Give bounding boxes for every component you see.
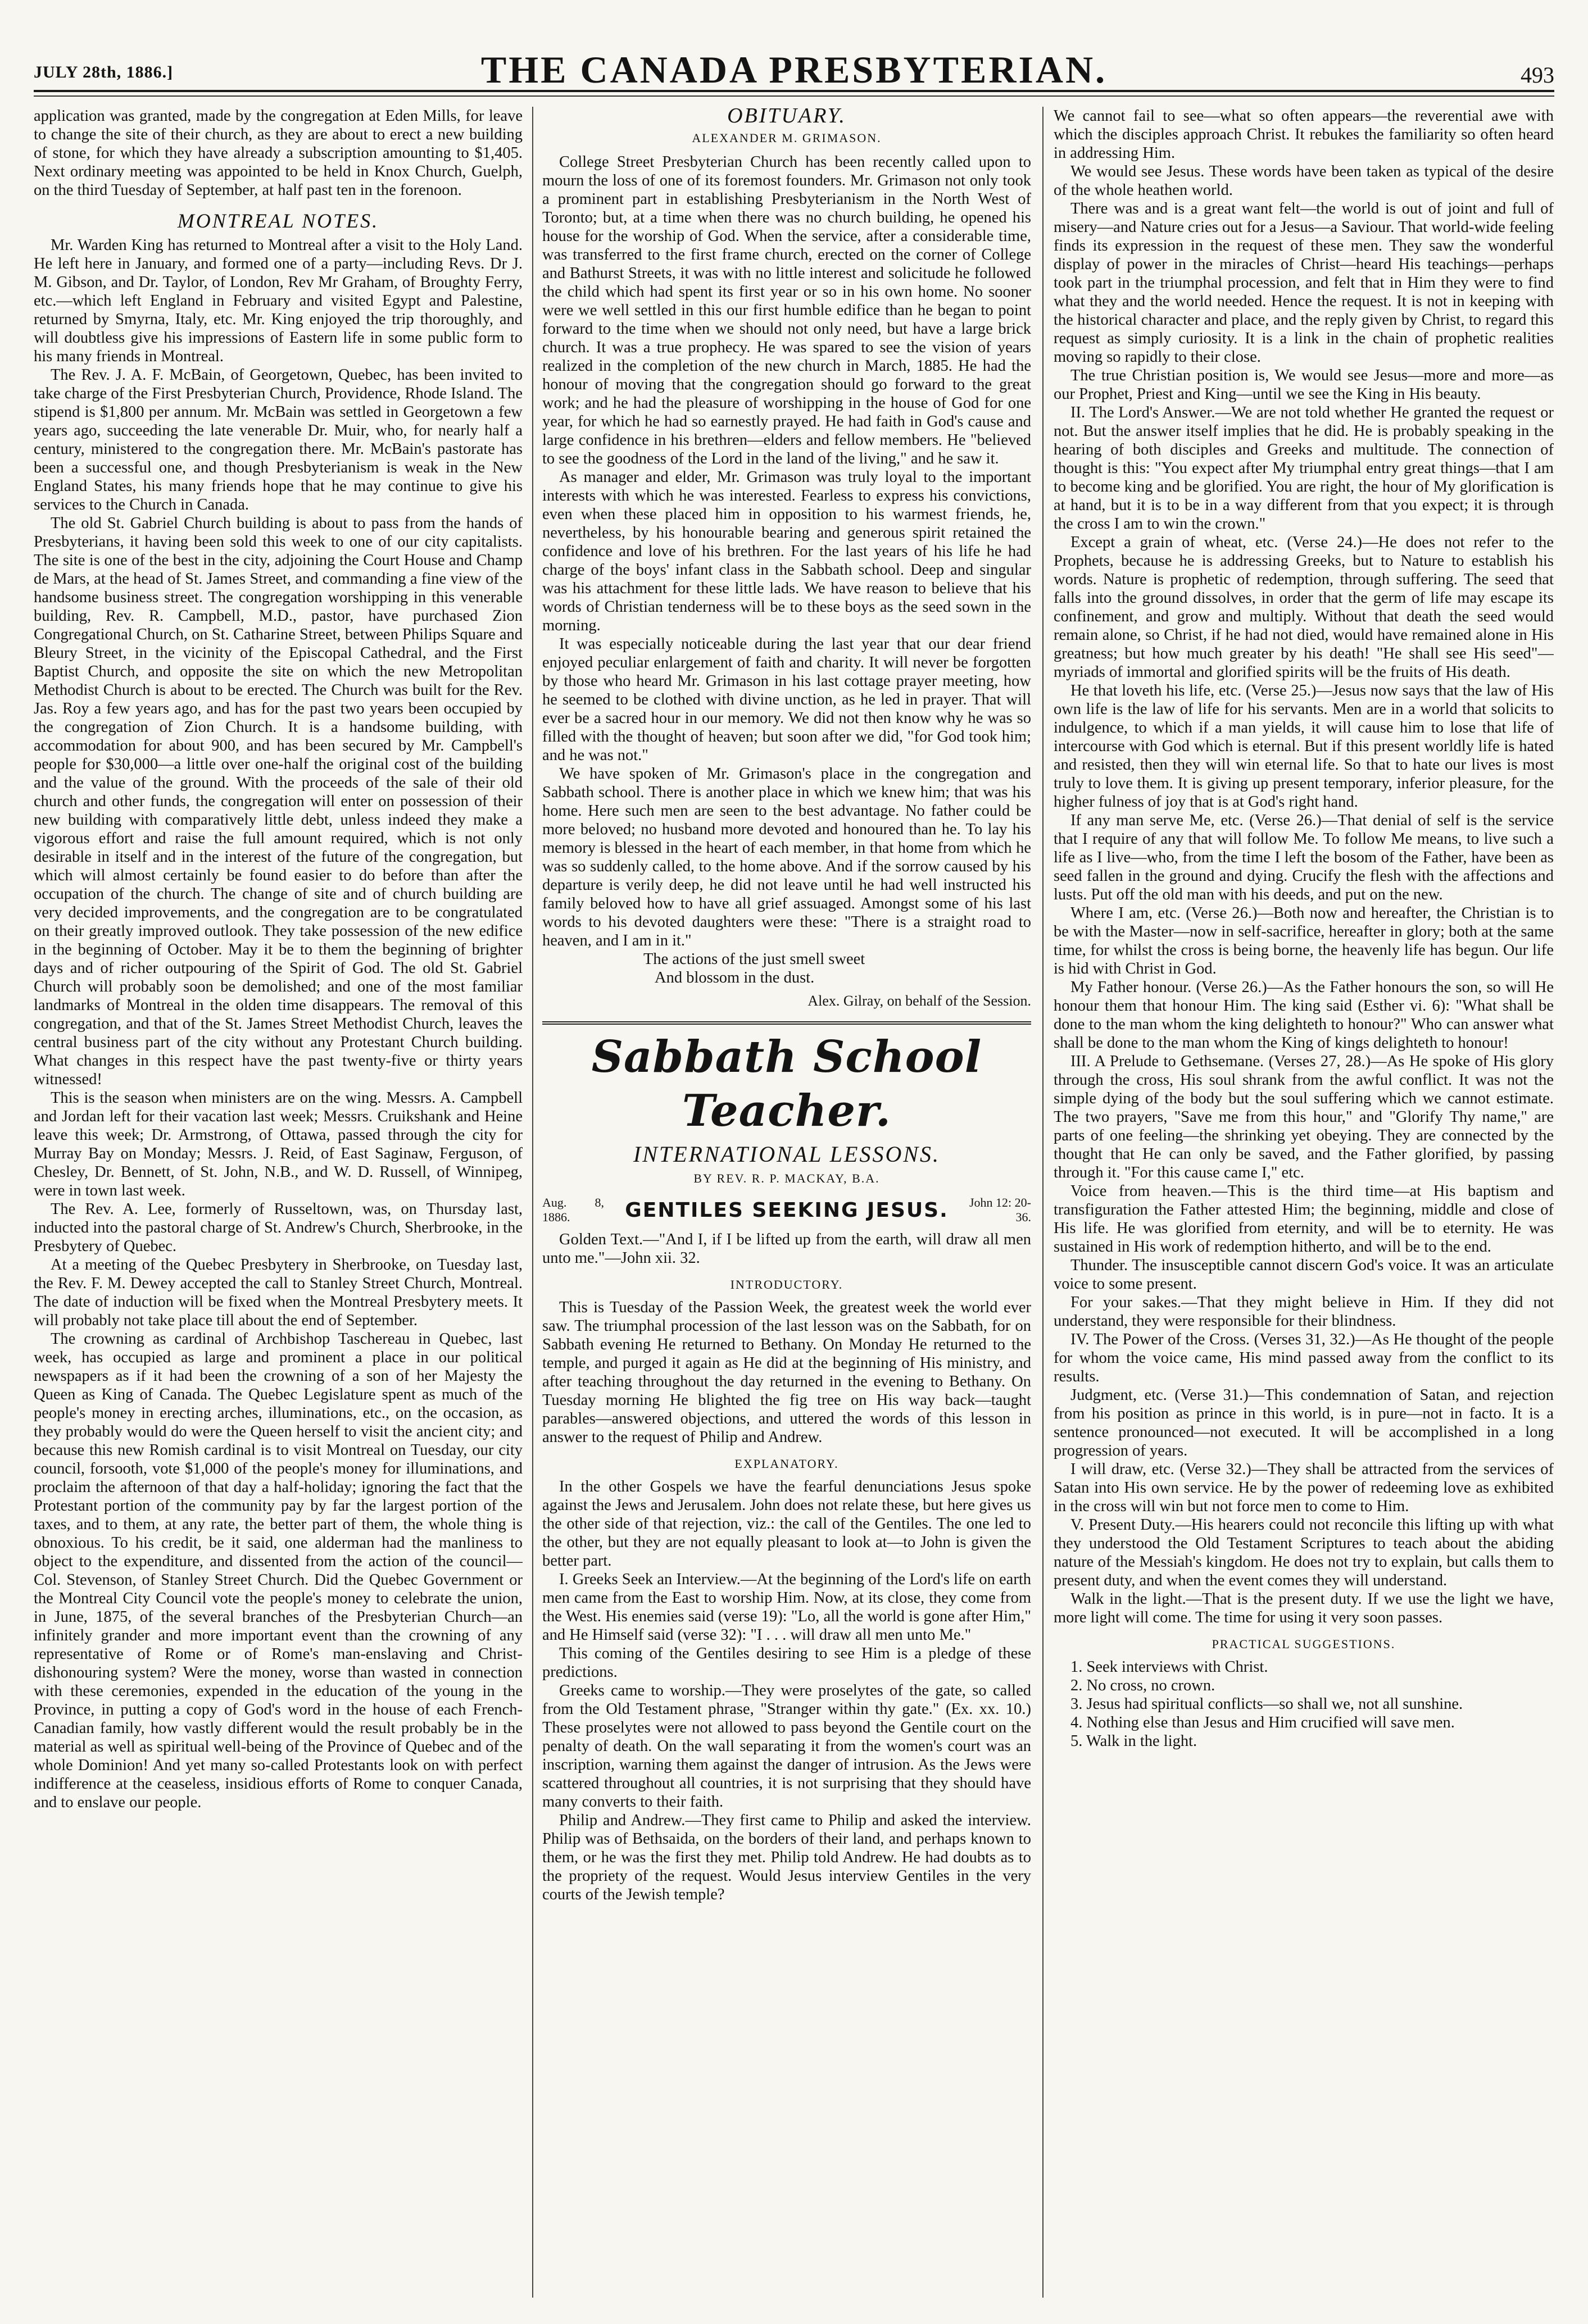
lesson-title-row [542, 1195, 1031, 1225]
paragraph: This is the season when ministers are on the wing. Messrs. A. Campbell and Jordan left for their vacation last week; Messrs. Cruikshank and Heine leave this week; Dr. Armstrong, of Ottawa, passed through the city for Murray Bay on Monday; Messrs. J. Reid, of East Saginaw, Ferguson, of Chesley, Dr. Bennett, of St. John, N.B., and W. D. Russell, of Winnipeg, were in town last week. [34, 1089, 523, 1199]
paragraph: II. The Lord's Answer.—We are not told whether He granted the request or not. But the answer itself implies that he did. He is probably speaking in the hearing of both disciples and Greeks and multitude. The connection of thought is this: "You expect after My triumphal entry great things—that I am to become king and be glorified. You are right, the hour of My glorification is at hand, but it is to be in a way different from that you expect; it is through the cross I am to win the crown." [1054, 404, 1554, 533]
paragraph: The old St. Gabriel Church building is about to pass from the hands of Presbyterians, it having been sold this week to one of our city capitalists. The site is one of the best in the city, adjoining the Court House and Champ de Mars, at the head of St. James Street, and commanding a fine view of the handsome business street. The congregation worshipping in this venerable building, Rev. R. Campbell, M.D., pastor, have purchased Zion Congregational Church, on St. Catharine Street, between Philips Square and Bleury Street, in the vicinity of the Episcopal Cathedral, and the First Baptist Church, and opposite the site on which the new Metropolitan Methodist Church is about to be erected. The Church was built for the Rev. Jas. Roy a few years ago, and has for the past two years been occupied by the congregation of Zion Church. It is a handsome building, with accommodation for about 900, and has been secured by Mr. Campbell's people for $30,000—a little over one-half the original cost of the building and the value of the ground. With the proceeds of the sale of their old church and other funds, the congregation will enter on possession of their new building with comparatively little debt, unless indeed they make a vigorous effort and raise the full amount required, which is not only desirable in itself and in the interest of the future of the congregation, but which will almost certainly be found easier to do before than after the occupation of the church. The change of site and of church building are very decided improvements, and the congregation are to be congratulated on their greatly improved outlook. They take possession of the new edifice in the beginning of October. May it be to them the beginning of brighter days and of richer outpouring of the Spirit of God. The old St. Gabriel Church will probably soon be demolished; and one of the most familiar landmarks of Montreal in the olden time disappears. The removal of this congregation, and that of the St. James Street Methodist Church, leaves the central business part of the city without any Protestant Church building. What changes in this respect have the past twenty-five or thirty years witnessed! [34, 515, 523, 1088]
column-1 [34, 107, 523, 2298]
paragraph: There was and is a great want felt—the world is out of joint and full of misery—and Nature cries out for a Jesus—a Saviour. That world-wide feeling finds its expression in the request of these men. They saw the wonderful display of power in the miracles of Christ—heard His teachings—perhaps took part in the triumphal procession, and felt that in Him they were to find what they and the world needed. Hence the request. It is not in keeping with the historical character and place, and the reply given by Christ, to regard this request as simply curiosity. It is a link in the chain of prophetic realities moving so rapidly to their close. [1054, 200, 1554, 366]
verse-line: The actions of the just smell sweet [643, 950, 865, 968]
paragraph: As manager and elder, Mr. Grimason was truly loyal to the important interests with which he was interested. Fearless to express his convictions, even when these placed him in opposition to his warmest friends, he, nevertheless, by his honourable bearing and generous spirit retained the confidence and love of his brethren. For the last years of his life he had charge of the boys' infant class in the Sabbath school. Deep and singular was his attachment for these little lads. We have reason to believe that his words of Christian tenderness will be to these boys as the seed sown in the morning. [542, 469, 1031, 634]
paragraph: The Rev. A. Lee, formerly of Russeltown, was, on Thursday last, inducted into the pastoral charge of St. Andrew's Church, Sherbrooke, in the Presbytery of Quebec. [34, 1200, 523, 1255]
paragraph: We cannot fail to see—what so often appears—the reverential awe with which the disciples approach Christ. It rebukes the familiarity so often heard in addressing Him. [1054, 107, 1554, 162]
paragraph: College Street Presbyterian Church has been recently called upon to mourn the loss of one of its foremost founders. Mr. Grimason not only took a prominent part in establishing Presbyterianism in the North West of Toronto; but, at a time when there was no church building, he opened his house for the worship of God. When the service, after a considerable time, was transferred to the first frame church, erected on the corner of College and Bathurst Streets, it was with no little interest and solicitude he followed the child which had spent its first year or so in his own home. No sooner were we well settled in this our first humble edifice than he began to point forward to the time when we should not only need, but have a large brick church. It was a true prophecy. He was spared to see the vision of years realized in the completion of the new church in March, 1885. He had the honour of moving that the congregation should go forward to the great work; and he had the pleasure of worshipping in the house of God for one year, for which he had so earnestly prayed. He had faith in God's cause and large confidence in his brethren—elders and fellow members. He "believed to see the goodness of the Lord in the land of the living," and he saw it. [542, 153, 1031, 467]
paragraph: Thunder. The insusceptible cannot discern God's voice. It was an articulate voice to some present. [1054, 1257, 1554, 1293]
lesson-reference: John 12: 20-36. [969, 1195, 1031, 1224]
issue-date: JULY 28th, 1886.] [34, 63, 174, 81]
obituary-name: ALEXANDER M. GRIMASON. [692, 131, 882, 145]
paragraph: My Father honour. (Verse 26.)—As the Father honours the son, so will He honour them that honour Him. The king said (Esther vi. 6): "What shall be done to the man whom the king delighteth to honour?" Who can answer what shall be done to the man whom the King of kings delighteth to honour! [1054, 979, 1554, 1052]
paragraph: The crowning as cardinal of Archbishop Taschereau in Quebec, last week, has occupied as large and prominent a place in our political newspapers as if it had been the crowning of a son of her Majesty the Queen as King of Canada. The Quebec Legislature spent as much of the people's money in erecting arches, illuminations, etc., on the occasion, as they probably would do were the Queen herself to visit the ancient city; and because this new Romish cardinal is to visit Montreal on Tuesday, our city council, forsooth, vote $1,000 of the people's money for illuminations, and proclaim the afternoon of that day a half-holiday; ignoring the fact that the Protestant portion of the community pay by far the largest portion of the taxes, and to them, at any rate, the better part of them, the whole thing is obnoxious. To his credit, be it said, one alderman had the manliness to object to the expenditure, and dissented from the action of the council—Col. Stevenson, of Stanley Street Church. Did the Quebec Government or the Montreal City Council vote the people's money to celebrate the union, in June, 1875, of the several branches of the Presbyterian Church—an infinitely grander and more important event than the crowning of any representative of Rome or of Rome's man-enslaving and Christ-dishonouring system? Were the money, worse than wasted in connection with these ceremonies, expended in the education of the young in the Province, in putting a copy of God's word in the house of each French-Canadian family, how vastly different would the result probably be in the material as well as spiritual well-being of the Province of Quebec and of the whole Dominion! And yet many so-called Protestants look on with perfect indifference at the ceaseless, insidious efforts of Rome to conquer Canada, and to enslave our people. [34, 1330, 523, 1811]
paragraph: This is Tuesday of the Passion Week, the greatest week the world ever saw. The triumphal procession of the last lesson was on the Sabbath, for on Sabbath evening He returned to Bethany. On Monday He returned to the temple, and purged it again as He did at the beginning of His ministry, and after teaching throughout the day returned in the evening to Bethany. On Tuesday morning He blighted the fig tree on His way back—taught parables—answered objections, and uttered the words of this lesson in answer to the request of Philip and Andrew. [542, 1299, 1031, 1446]
list-item: 5. Walk in the light. [1070, 1732, 1197, 1750]
list-item: 4. Nothing else than Jesus and Him crucified will save men. [1070, 1714, 1455, 1731]
list-item: 1. Seek interviews with Christ. [1070, 1658, 1268, 1676]
newspaper-title: THE CANADA PRESBYTERIAN. [480, 48, 1108, 91]
lesson-title: GENTILES SEEKING JESUS. [625, 1198, 949, 1222]
paragraph: It was especially noticeable during the last year that our dear friend enjoyed peculiar enlargement of faith and charity. It will never be forgotten by those who heard Mr. Grimason in his last cottage prayer meeting, how he seemed to be clothed with divine unction, as he led in prayer. That will ever be a sacred hour in our memory. We did not then know why he was so filled with the thought of heaven; but soon after we did, "for God took him; and he was not." [542, 635, 1031, 764]
paragraph: Philip and Andrew.—They first came to Philip and asked the interview. Philip was of Bethsaida, on the borders of their land, and perhaps known to them, or he was the first they met. Philip told Andrew. He had doubts as to the propriety of the request. Would Jesus interview Gentiles in the very courts of the Jewish temple? [542, 1812, 1031, 1903]
paragraph: Except a grain of wheat, etc. (Verse 24.)—He does not refer to the Prophets, because he is addressing Greeks, but to Nature to establish his words. Nature is prophetic of redemption, through suffering. The seed that falls into the ground dissolves, in order that the germ of life may escape its confinement, and grow and multiply. Without that death the seed would remain alone, so Christ, if he had not died, would have remained alone in His greatness; but how much greater by his death! "He shall see His seed"—myriads of immortal and glorified spirits will be the fruits of His death. [1054, 534, 1554, 681]
column-divider [532, 107, 533, 2298]
paragraph: We have spoken of Mr. Grimason's place in the congregation and Sabbath school. There is another place in which we knew him; that was his home. Here such men are seen to the best advantage. No father could be more beloved; no husband more devoted and honoured than he. To lay his memory is blessed in the heart of each member, in that home from which he was so suddenly called, to the home above. And if the sorrow caused by his departure is verily deep, he did not leave until he had well instructed his family beloved how to have all grief assuaged. Amongst some of his last words to his devoted daughters were these: "There is a straight road to heaven, and I am in it." [542, 765, 1031, 949]
paragraph: III. A Prelude to Gethsemane. (Verses 27, 28.)—As He spoke of His glory through the cross, His soul shrank from the awful conflict. It was not the simple dying of the body but the soul suffering which we cannot estimate. The two prayers, "Save me from this hour," and "Glorify Thy name," are parts of one feeling—the shrinking yet obeying. They are connected by the thought that He can only be saved, and the Father glorified, by passing through it. "For this cause came I," etc. [1054, 1053, 1554, 1181]
section-heading-montreal-notes: MONTREAL NOTES. [177, 210, 379, 232]
lesson-section-heading: INTERNATIONAL LESSONS. [633, 1141, 941, 1167]
column-divider [1042, 107, 1043, 2298]
golden-text: Golden Text.—"And I, if I be lifted up from the earth, will draw all men unto me."—John xii. 32. [542, 1231, 1031, 1267]
paragraph: I. Greeks Seek an Interview.—At the beginning of the Lord's life on earth men came from the East to worship Him. Now, at its close, they come from the West. His enemies said (verse 19): "Lo, all the world is gone after Him," and He Himself said (verse 32): "I . . . will draw all men unto Me." [542, 1571, 1031, 1644]
paragraph: This coming of the Gentiles desiring to see Him is a pledge of these predictions. [542, 1645, 1031, 1681]
paragraph: He that loveth his life, etc. (Verse 25.)—Jesus now says that the law of His own life is the law of life for his servants. Men are in a world that solicits to indulgence, to which if a man yields, it will cause him to lose that life of intercourse with God which is eternal. But if this present worldly life is hated and resisted, then they will win eternal life. So that to hate our lives is most truly to love them. It is giving up present temporary, inferior pleasure, for the higher fulness of joy that is at God's right hand. [1054, 682, 1554, 811]
masthead [34, 17, 1554, 92]
introductory-heading: INTRODUCTORY. [730, 1277, 843, 1291]
header-rule [34, 95, 1554, 97]
practical-suggestions-heading: PRACTICAL SUGGESTIONS. [1212, 1637, 1396, 1651]
paragraph: At a meeting of the Quebec Presbytery in Sherbrooke, on Tuesday last, the Rev. F. M. Dewey accepted the call to Stanley Street Church, Montreal. The date of induction will be fixed when the Montreal Presbytery meets. It will probably not take place till about the end of September. [34, 1256, 523, 1329]
paragraph: V. Present Duty.—His hearers could not reconcile this lifting up with what they understood the Old Testament Scriptures to teach about the abiding nature of the Messiah's kingdom. He does not try to explain, but calls them to present duty, and when the event comes they will understand. [1054, 1516, 1554, 1589]
list-item: 2. No cross, no crown. [1070, 1677, 1215, 1694]
paragraph: The Rev. J. A. F. McBain, of Georgetown, Quebec, has been invited to take charge of the First Presbyterian Church, Providence, Rhode Island. The stipend is $1,800 per annum. Mr. McBain was settled in Georgetown a few years ago, succeeding the late venerable Dr. Muir, who, for nearly half a century, ministered to the congregation there. Mr. McBain's pastorate has been a successful one, and though Presbyterianism is weak in the New England States, his many friends hope that he may continue to give his services to the Church in Canada. [34, 366, 523, 513]
paragraph: The true Christian position is, We would see Jesus—more and more—as our Prophet, Priest and King—until we see the King in His beauty. [1054, 367, 1554, 403]
paragraph: If any man serve Me, etc. (Verse 26.)—That denial of self is the service that I require of any that will follow Me. To follow Me means, to live such a life as I live—who, from the time I left the bosom of the Father, have been as seed fallen in the ground and dying. Crucify the flesh with the affections and lusts. Put off the old man with his deeds, and put on the new. [1054, 812, 1554, 903]
column-3 [1054, 107, 1554, 2298]
page-number: 493 [1521, 62, 1554, 88]
obituary-signature: Alex. Gilray, on behalf of the Session. [807, 993, 1031, 1009]
paragraph: We would see Jesus. These words have been taken as typical of the desire of the whole heathen world. [1054, 163, 1554, 199]
paragraph: Voice from heaven.—This is the third time—at His baptism and transfiguration the Father attested Him; the beginning, middle and close of His life. He was glorified from eternity, and will be to eternity. He was sustained in His work of redemption hitherto, and will be to the end. [1054, 1183, 1554, 1256]
section-rule [542, 1021, 1031, 1025]
lesson-date: Aug. 8, 1886. [542, 1195, 604, 1224]
paragraph: In the other Gospels we have the fearful denunciations Jesus spoke against the Jews and Jerusalem. John does not relate these, but here gives us the other side of that rejection, viz.: the call of the Gentiles. The one led to the other, but they are not equally pleasant to look at—to John is given the better part. [542, 1478, 1031, 1570]
paragraph: Where I am, etc. (Verse 26.)—Both now and hereafter, the Christian is to be with the Master—now in self-sacrifice, hereafter in glory; both at the same time, for whilst the cross is being borne, the heavenly life has begun. Our life is hid with Christ in God. [1054, 904, 1554, 977]
column-2 [542, 107, 1031, 2298]
obituary-heading: OBITUARY. [727, 107, 846, 128]
paragraph: Judgment, etc. (Verse 31.)—This condemnation of Satan, and rejection from his position as prince in this world, is in pure—not in facto. It is a sentence pronounced—not executed. It will be accomplished in a long progression of years. [1054, 1386, 1554, 1459]
paragraph: Greeks came to worship.—They were proselytes of the gate, so called from the Old Testament phrase, "Stranger within thy gate." (Ex. xx. 10.) These proselytes were not allowed to pass beyond the Gentile court on the penalty of death. On the wall separating it from the women's court was an inscription, warning them against the danger of intrusion. As the Jews were scattered throughout all countries, it is not surprising that they should have many converts to their faith. [542, 1682, 1031, 1811]
paragraph: IV. The Power of the Cross. (Verses 31, 32.)—As He thought of the people for whom the voice came, His mind passed away from the conflict to its results. [1054, 1331, 1554, 1385]
sabbath-school-teacher-title: Sabbath School Teacher. [591, 1031, 982, 1136]
paragraph: I will draw, etc. (Verse 32.)—They shall be attracted from the services of Satan into His own service. He by the power of redeeming love as exhibited in the cross will win but not force men to come to Him. [1054, 1461, 1554, 1515]
paragraph: Walk in the light.—That is the present duty. If we use the light we have, more light will come. The time for using it very soon passes. [1054, 1590, 1554, 1626]
paragraph: Mr. Warden King has returned to Montreal after a visit to the Holy Land. He left here in January, and formed one of a party—including Revs. Dr J. M. Gibson, and Dr. Taylor, of London, Rev Mr Graham, of Broughty Ferry, etc.—which left England in February and visited Egypt and Palestine, returned by Smyrna, Italy, etc. Mr. King enjoyed the trip thoroughly, and will doubtless give his impressions of Eastern life in some public form to his many friends in Montreal. [34, 237, 523, 365]
list-item: 3. Jesus had spiritual conflicts—so shall we, not all sunshine. [1070, 1695, 1463, 1713]
verse-line: And blossom in the dust. [655, 969, 815, 986]
paragraph: For your sakes.—That they might believe in Him. If they did not understand, they were responsible for their blindness. [1054, 1294, 1554, 1330]
byline: BY REV. R. P. MACKAY, B.A. [693, 1171, 880, 1185]
explanatory-heading: EXPLANATORY. [734, 1457, 839, 1471]
paragraph: application was granted, made by the congregation at Eden Mills, for leave to change the site of their church, as they are about to erect a new building of stone, for which they have already a subscription amounting to $1,405. Next ordinary meeting was appointed to be held in Knox Church, Guelph, on the third Tuesday of September, at half past ten in the forenoon. [34, 107, 523, 199]
